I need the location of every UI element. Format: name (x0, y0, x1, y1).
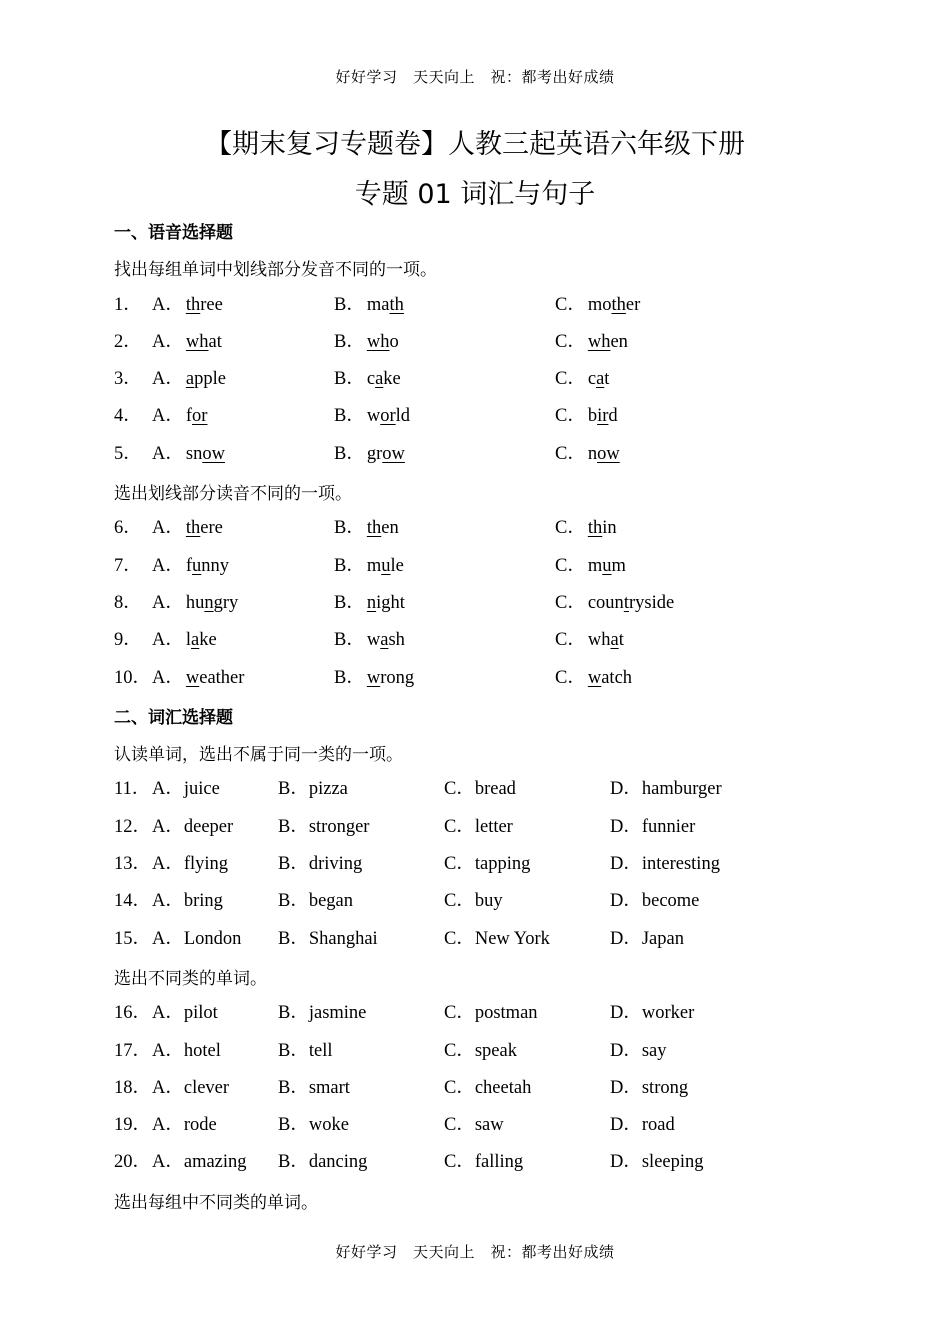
option: C．postman (444, 1003, 538, 1024)
question-number: 10． (114, 667, 152, 688)
option (152, 622, 217, 659)
option (334, 585, 405, 622)
word-part: mo (587, 294, 612, 315)
option (555, 510, 617, 547)
word-part: ke (383, 369, 401, 390)
question-number: 20． (114, 1152, 152, 1173)
instruction-5: 选出每组中不同类的单词。 (114, 1192, 318, 1213)
word-part: rong (380, 667, 415, 688)
question-row (114, 1033, 914, 1070)
underlined-part: u (381, 555, 391, 576)
question-row (114, 548, 914, 585)
question-number: 3． (114, 369, 142, 390)
option: C．falling (444, 1152, 524, 1173)
question-row (114, 1107, 914, 1144)
option-letter: C． (555, 592, 586, 613)
question-row (114, 846, 914, 883)
option (555, 660, 632, 697)
document-subtitle: 专题 01 词汇与句子 (354, 179, 596, 210)
underlined-part: u (192, 555, 202, 576)
option (555, 324, 628, 361)
option (555, 585, 674, 622)
instruction-4: 选出不同类的单词。 (114, 969, 267, 990)
option-letter: C． (555, 518, 586, 539)
option: D．funnier (610, 816, 696, 837)
word-part: w (366, 630, 381, 651)
question-row (114, 622, 914, 659)
option: A．hotel (152, 1040, 221, 1061)
underlined-part: th (185, 518, 201, 539)
question-row (114, 883, 914, 920)
underlined-part: w (185, 667, 200, 688)
option-letter: A． (152, 630, 184, 651)
option-letter: C． (555, 555, 586, 576)
option (152, 398, 207, 435)
option: D．become (610, 891, 700, 912)
word-part: c (366, 369, 376, 390)
option-letter: B． (334, 518, 365, 539)
underlined-part: wh (587, 331, 611, 352)
option: B．tell (278, 1040, 333, 1061)
question-row (114, 287, 914, 324)
question-row (114, 921, 914, 958)
question-row (114, 585, 914, 622)
underlined-part: n (366, 592, 377, 613)
underlined-part: n (204, 592, 214, 613)
option-letter: B． (334, 667, 365, 688)
word-part: f (185, 555, 193, 576)
option-letter: A． (152, 443, 184, 464)
question-number: 15． (114, 928, 152, 949)
instruction-2: 选出划线部分读音不同的一项。 (114, 484, 352, 505)
word-part: ma (366, 294, 390, 315)
option: B．dancing (278, 1152, 368, 1173)
option (152, 287, 223, 324)
document-title: 【期末复习专题卷】人教三起英语六年级下册 (205, 129, 745, 160)
word-part: d (608, 406, 618, 427)
question-row (114, 995, 914, 1032)
option-letter: B． (334, 443, 365, 464)
option (555, 361, 609, 398)
exercise-content (114, 212, 914, 1219)
option: C．cheetah (444, 1077, 532, 1098)
option: A．deeper (152, 816, 234, 837)
word-part: atch (601, 667, 633, 688)
option: A．bring (152, 891, 223, 912)
option (152, 585, 238, 622)
question-number: 18． (114, 1077, 152, 1098)
word-part: m (611, 555, 626, 576)
question-number: 7． (114, 555, 142, 576)
underlined-part: th (389, 294, 404, 315)
underlined-part: or (380, 406, 396, 427)
word-part: en (381, 518, 399, 539)
option (555, 548, 626, 585)
underlined-part: a (380, 630, 389, 651)
option: A．amazing (152, 1152, 247, 1173)
option-letter: A． (152, 555, 184, 576)
option (334, 548, 404, 585)
word-part: wh (587, 630, 611, 651)
option: D．sleeping (610, 1152, 704, 1173)
question-number: 6． (114, 518, 142, 539)
option-letter: C． (555, 667, 586, 688)
option: D．road (610, 1115, 675, 1136)
option-letter: C． (555, 294, 586, 315)
option: A．clever (152, 1077, 230, 1098)
instruction-1: 找出每组单词中划线部分发音不同的一项。 (114, 260, 437, 281)
underlined-part: w (587, 667, 602, 688)
word-part: w (366, 406, 381, 427)
option (152, 548, 229, 585)
option-letter: A． (152, 406, 184, 427)
option: B．driving (278, 854, 363, 875)
option: B．pizza (278, 779, 348, 800)
underlined-part: a (185, 369, 195, 390)
word-part: t (604, 369, 610, 390)
question-number: 2． (114, 331, 142, 352)
word-part: ryside (628, 592, 675, 613)
underlined-part: th (587, 518, 603, 539)
option: C．speak (444, 1040, 517, 1061)
word-part: er (625, 294, 641, 315)
option: A．flying (152, 854, 229, 875)
option: C．saw (444, 1115, 504, 1136)
word-part: n (587, 443, 598, 464)
option: C．buy (444, 891, 503, 912)
option: D．hamburger (610, 779, 722, 800)
option-letter: A． (152, 294, 184, 315)
question-number: 19． (114, 1115, 152, 1136)
option: C．New York (444, 928, 550, 949)
question-row (114, 436, 914, 473)
underlined-part: a (375, 369, 384, 390)
word-part: m (587, 555, 603, 576)
phonics-group-2 (114, 510, 914, 696)
page-footer: 好好学习 天天向上 祝：都考出好成绩 (335, 1243, 615, 1261)
option (334, 361, 401, 398)
underlined-part: t (623, 592, 629, 613)
option (334, 622, 405, 659)
option: D．interesting (610, 854, 720, 875)
option: B．began (278, 891, 354, 912)
option (334, 324, 399, 361)
option-letter: B． (334, 294, 365, 315)
underlined-part: th (185, 294, 201, 315)
word-part: sh (388, 630, 405, 651)
word-part: le (390, 555, 404, 576)
section-heading-phonics: 一、语音选择题 (114, 223, 233, 244)
word-part: in (602, 518, 617, 539)
underlined-part: ow (382, 443, 405, 464)
option (555, 287, 640, 324)
option-letter: C． (555, 369, 586, 390)
word-part: gry (213, 592, 239, 613)
word-part: eather (199, 667, 245, 688)
option (334, 287, 404, 324)
option: A．London (152, 928, 242, 949)
option: B．smart (278, 1077, 350, 1098)
instruction-3: 认读单词，选出不属于同一类的一项。 (114, 745, 403, 766)
vocab-group-2 (114, 995, 914, 1181)
word-part: ere (200, 518, 223, 539)
option-letter: B． (334, 630, 365, 651)
option: B．woke (278, 1115, 349, 1136)
underlined-part: a (191, 630, 200, 651)
underlined-part: a (610, 630, 619, 651)
question-row (114, 510, 914, 547)
word-part: b (587, 406, 598, 427)
question-row (114, 771, 914, 808)
word-part: at (208, 331, 222, 352)
option: B．jasmine (278, 1003, 367, 1024)
option (555, 622, 624, 659)
underlined-part: a (596, 369, 605, 390)
word-part: f (185, 406, 193, 427)
question-number: 5． (114, 443, 142, 464)
question-number: 17． (114, 1040, 152, 1061)
page-header: 好好学习 天天向上 祝：都考出好成绩 (335, 68, 615, 86)
underlined-part: ir (597, 406, 609, 427)
option-letter: A． (152, 331, 184, 352)
question-row (114, 324, 914, 361)
question-row (114, 398, 914, 435)
word-part: m (366, 555, 382, 576)
question-number: 16． (114, 1003, 152, 1024)
option (152, 660, 244, 697)
underlined-part: or (192, 406, 208, 427)
underlined-part: w (366, 667, 381, 688)
question-number: 9． (114, 630, 142, 651)
option-letter: A． (152, 369, 184, 390)
word-part: hu (185, 592, 205, 613)
question-row (114, 361, 914, 398)
question-number: 1． (114, 294, 142, 315)
option (334, 436, 405, 473)
option: C．bread (444, 779, 516, 800)
option-letter: A． (152, 592, 184, 613)
option: B．Shanghai (278, 928, 378, 949)
option (555, 436, 620, 473)
option (334, 398, 410, 435)
option-letter: B． (334, 555, 365, 576)
option: A．pilot (152, 1003, 218, 1024)
word-part: en (610, 331, 628, 352)
question-row (114, 1144, 914, 1181)
option (334, 510, 399, 547)
question-row (114, 1070, 914, 1107)
underlined-part: u (602, 555, 612, 576)
option-letter: B． (334, 369, 365, 390)
word-part: l (185, 630, 192, 651)
word-part: t (618, 630, 624, 651)
section-heading-vocabulary: 二、词汇选择题 (114, 708, 233, 728)
option-letter: C． (555, 443, 586, 464)
option (334, 660, 414, 697)
option-letter: A． (152, 667, 184, 688)
question-number: 11． (114, 779, 151, 800)
option-letter: B． (334, 592, 365, 613)
option: A．rode (152, 1115, 217, 1136)
question-row (114, 809, 914, 846)
underlined-part: wh (185, 331, 209, 352)
underlined-part: th (366, 518, 382, 539)
option: C．tapping (444, 854, 531, 875)
word-part: ld (395, 406, 411, 427)
option-letter: C． (555, 630, 586, 651)
word-part: nny (201, 555, 230, 576)
question-number: 4． (114, 406, 142, 427)
option (152, 510, 223, 547)
phonics-group-1 (114, 287, 914, 473)
option: D．say (610, 1040, 667, 1061)
word-part: o (389, 331, 399, 352)
option-letter: A． (152, 518, 184, 539)
underlined-part: wh (366, 331, 390, 352)
option (555, 398, 618, 435)
question-number: 12． (114, 816, 152, 837)
option-letter: C． (555, 406, 586, 427)
option (152, 324, 222, 361)
word-part: sn (185, 443, 203, 464)
word-part: coun (587, 592, 624, 613)
word-part: gr (366, 443, 383, 464)
option: B．stronger (278, 816, 370, 837)
question-row (114, 660, 914, 697)
word-part: ight (376, 592, 405, 613)
vocab-group-1 (114, 771, 914, 957)
question-number: 14． (114, 891, 152, 912)
word-part: pple (194, 369, 226, 390)
word-part: ke (199, 630, 217, 651)
underlined-part: ow (202, 443, 225, 464)
option-letter: B． (334, 331, 365, 352)
option-letter: C． (555, 331, 586, 352)
option (152, 361, 226, 398)
word-part: c (587, 369, 597, 390)
option: D．Japan (610, 928, 684, 949)
option: D．worker (610, 1003, 695, 1024)
question-number: 8． (114, 592, 142, 613)
underlined-part: ow (597, 443, 620, 464)
question-number: 13． (114, 854, 152, 875)
option (152, 436, 225, 473)
option: C．letter (444, 816, 513, 837)
word-part: ree (200, 294, 223, 315)
option-letter: B． (334, 406, 365, 427)
option: D．strong (610, 1077, 689, 1098)
underlined-part: th (611, 294, 626, 315)
option: A．juice (152, 779, 220, 800)
